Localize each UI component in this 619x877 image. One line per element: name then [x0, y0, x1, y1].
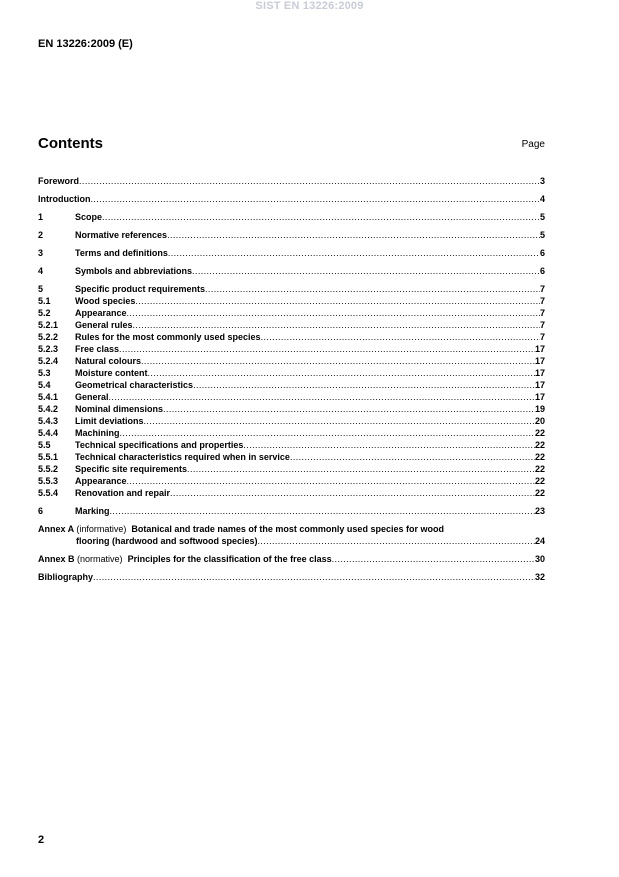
- toc-entry[interactable]: [38, 355, 545, 367]
- toc-entry-number: 4: [38, 266, 44, 276]
- toc-entry-title: Foreword: [38, 176, 80, 186]
- toc-entry-page: 17: [534, 344, 545, 354]
- dot-leader: [135, 295, 540, 307]
- toc-entry-page: 7: [539, 284, 545, 294]
- toc-entry[interactable]: [38, 379, 545, 391]
- toc-entry[interactable]: [38, 439, 545, 451]
- dot-leader: [258, 535, 535, 547]
- toc-entry-number: 5.2.1: [38, 320, 59, 330]
- toc-entry-title: Symbols and abbreviations: [75, 266, 193, 276]
- toc-entry[interactable]: [38, 211, 545, 223]
- toc-entry-page: 23: [534, 506, 545, 516]
- toc-entry-page: 17: [534, 356, 545, 366]
- toc-entry-number: 5.5.2: [38, 464, 59, 474]
- dot-leader: [148, 367, 535, 379]
- toc-entry[interactable]: [38, 475, 545, 487]
- toc-entry-page: 6: [539, 248, 545, 258]
- toc-entry[interactable]: [38, 451, 545, 463]
- toc-entry-title: General: [75, 392, 109, 402]
- toc-annex-b[interactable]: [38, 553, 545, 565]
- toc-entry-page: 5: [539, 230, 545, 240]
- toc-entry-number: 5.4.2: [38, 404, 59, 414]
- toc-entry-title: Natural colours: [75, 356, 142, 366]
- toc-entry-title: Renovation and repair: [75, 488, 171, 498]
- toc-entry-page: 7: [539, 308, 545, 318]
- toc-entry-number: 5.3: [38, 368, 51, 378]
- toc-entry-page: 19: [534, 404, 545, 414]
- page-column-label: Page: [521, 139, 545, 150]
- toc-entry[interactable]: [38, 463, 545, 475]
- toc-entry-title: Wood species: [75, 296, 136, 306]
- dot-leader: [93, 571, 535, 583]
- toc-entry[interactable]: [38, 403, 545, 415]
- toc-entry-title: Appearance: [75, 308, 127, 318]
- toc-entry-page: 17: [534, 392, 545, 402]
- annex-b-label: Annex B: [38, 554, 75, 564]
- toc-entry-title: Nominal dimensions: [75, 404, 164, 414]
- dot-leader: [290, 451, 535, 463]
- table-of-contents: [38, 175, 545, 583]
- toc-entry-number: 5.5.1: [38, 452, 59, 462]
- toc-entry-number: 5.2.3: [38, 344, 59, 354]
- annex-b-page: 30: [534, 554, 545, 564]
- dot-leader: [167, 229, 540, 241]
- toc-entry[interactable]: [38, 487, 545, 499]
- toc-entry-number: 5.4: [38, 380, 51, 390]
- toc-entry-page: 7: [539, 320, 545, 330]
- toc-entry-title: Specific site requirements: [75, 464, 188, 474]
- dot-leader: [163, 403, 535, 415]
- page-number: 2: [38, 834, 45, 846]
- toc-entry-title: Specific product requirements: [75, 284, 206, 294]
- toc-entry-number: 5.4.3: [38, 416, 59, 426]
- toc-entry-number: 5.2: [38, 308, 51, 318]
- toc-entry-page: 20: [534, 416, 545, 426]
- toc-entry-number: 2: [38, 230, 44, 240]
- toc-entry-title: Rules for the most commonly used species: [75, 332, 261, 342]
- contents-heading: Contents: [38, 135, 103, 152]
- annex-a-type: (informative): [76, 524, 127, 534]
- toc-entry-number: 3: [38, 248, 44, 258]
- toc-entry[interactable]: [38, 193, 545, 205]
- toc-annex-a[interactable]: [38, 523, 545, 547]
- toc-entry-number: 5.5.3: [38, 476, 59, 486]
- toc-entry-title: Terms and definitions: [75, 248, 168, 258]
- toc-entry-page: 22: [534, 440, 545, 450]
- dot-leader: [133, 319, 540, 331]
- toc-entry-title: Geometrical characteristics: [75, 380, 194, 390]
- toc-entry-page: 3: [539, 176, 545, 186]
- annex-b-type: (normative): [77, 554, 123, 564]
- dot-leader: [127, 307, 540, 319]
- toc-entry-title: Introduction: [38, 194, 91, 204]
- document-id: EN 13226:2009 (E): [38, 38, 133, 50]
- dot-leader: [102, 211, 540, 223]
- toc-entry[interactable]: [38, 427, 545, 439]
- toc-entry[interactable]: [38, 283, 545, 295]
- toc-entry-title: Appearance: [75, 476, 127, 486]
- dot-leader: [79, 175, 540, 187]
- toc-entry-page: 22: [534, 476, 545, 486]
- toc-entry[interactable]: [38, 295, 545, 307]
- toc-entry-number: 5.2.2: [38, 332, 59, 342]
- dot-leader: [243, 439, 535, 451]
- dot-leader: [141, 355, 535, 367]
- dot-leader: [91, 193, 540, 205]
- toc-entry-number: 5: [38, 284, 44, 294]
- dot-leader: [187, 463, 535, 475]
- toc-entry-title: Free class: [75, 344, 120, 354]
- toc-entry-page: 22: [534, 428, 545, 438]
- toc-entry-page: 22: [534, 464, 545, 474]
- toc-entry[interactable]: [38, 175, 545, 187]
- toc-entry-title: Moisture content: [75, 368, 148, 378]
- toc-entry-number: 6: [38, 506, 44, 516]
- toc-entry-page: 6: [539, 266, 545, 276]
- toc-entry-number: 5.5.4: [38, 488, 59, 498]
- toc-entry-title: Marking: [75, 506, 110, 516]
- toc-entry-title: Technical specifications and properties: [75, 440, 244, 450]
- annex-a-label: Annex A: [38, 524, 74, 534]
- dot-leader: [168, 247, 540, 259]
- toc-entry-number: 5.1: [38, 296, 51, 306]
- dot-leader: [261, 331, 540, 343]
- toc-entry-number: 1: [38, 212, 44, 222]
- toc-entry-page: 5: [539, 212, 545, 222]
- toc-entry[interactable]: [38, 331, 545, 343]
- dot-leader: [193, 379, 535, 391]
- annex-a-title-line1: Botanical and trade names of the most commonly used species for wood: [131, 524, 444, 534]
- toc-entry-page: 7: [539, 332, 545, 342]
- toc-entry[interactable]: [38, 415, 545, 427]
- toc-entry-title: General rules: [75, 320, 133, 330]
- toc-entry-page: 7: [539, 296, 545, 306]
- toc-entry-page: 17: [534, 380, 545, 390]
- dot-leader: [192, 265, 540, 277]
- toc-entry-title: Technical characteristics required when in service: [75, 452, 290, 462]
- watermark: SIST EN 13226:2009: [255, 0, 364, 12]
- toc-entry-number: 5.4.1: [38, 392, 59, 402]
- toc-entry[interactable]: [38, 229, 545, 241]
- annex-b-title: Principles for the classification of the free class: [127, 554, 332, 564]
- toc-entry-page: 22: [534, 452, 545, 462]
- dot-leader: [110, 505, 535, 517]
- dot-leader: [144, 415, 535, 427]
- toc-entry-number: 5.5: [38, 440, 51, 450]
- toc-entry[interactable]: [38, 307, 545, 319]
- bibliography-title: Bibliography: [38, 572, 94, 582]
- dot-leader: [119, 343, 535, 355]
- dot-leader: [205, 283, 540, 295]
- toc-entry-number: 5.2.4: [38, 356, 59, 366]
- annex-a-title-line2: flooring (hardwood and softwood species): [76, 536, 258, 546]
- annex-a-page: 24: [534, 536, 545, 546]
- toc-entry[interactable]: [38, 367, 545, 379]
- dot-leader: [332, 553, 535, 565]
- toc-entry-page: 4: [539, 194, 545, 204]
- toc-bibliography[interactable]: [38, 571, 545, 583]
- toc-entry-title: Scope: [75, 212, 103, 222]
- dot-leader: [170, 487, 535, 499]
- dot-leader: [120, 427, 535, 439]
- toc-entry[interactable]: [38, 247, 545, 259]
- toc-entry[interactable]: [38, 319, 545, 331]
- bibliography-page: 32: [534, 572, 545, 582]
- toc-entry[interactable]: [38, 505, 545, 517]
- toc-entry-title: Machining: [75, 428, 120, 438]
- dot-leader: [109, 391, 535, 403]
- toc-entry[interactable]: [38, 391, 545, 403]
- toc-entry-page: 22: [534, 488, 545, 498]
- dot-leader: [127, 475, 535, 487]
- toc-entry[interactable]: [38, 343, 545, 355]
- toc-entry[interactable]: [38, 265, 545, 277]
- toc-entry-title: Normative references: [75, 230, 168, 240]
- toc-entry-number: 5.4.4: [38, 428, 59, 438]
- toc-entry-page: 17: [534, 368, 545, 378]
- toc-entry-title: Limit deviations: [75, 416, 144, 426]
